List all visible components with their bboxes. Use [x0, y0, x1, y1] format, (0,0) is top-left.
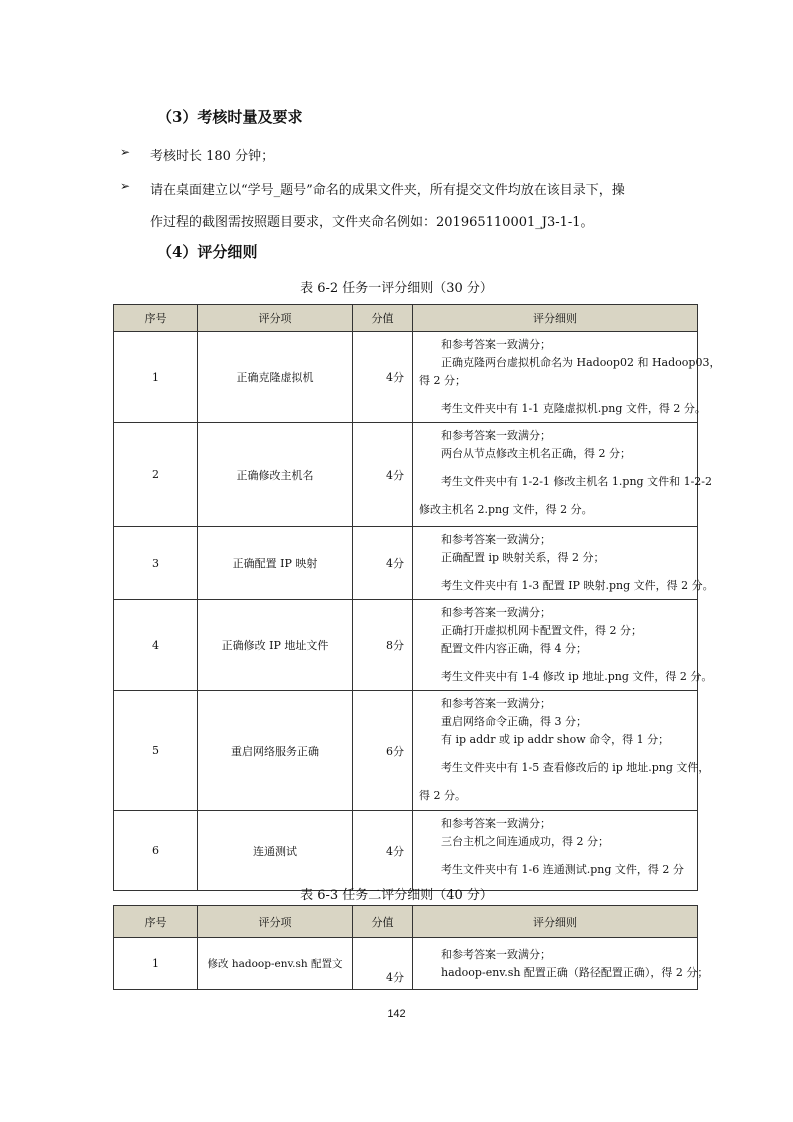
detail-line: 修改主机名 2.png 文件，得 2 分。 [419, 503, 593, 516]
table-row [114, 691, 698, 811]
section-heading-3: （3）考核时量及要求 [157, 108, 303, 126]
bullet-text: 考核时长 180 分钟； [150, 149, 275, 164]
detail-line: 考生文件夹中有 1-5 查看修改后的 ip 地址.png 文件， [441, 761, 710, 774]
scoring-detail [413, 938, 709, 990]
table-row [114, 423, 698, 527]
score-value: 4分 [353, 332, 413, 423]
header-cell: 评分细则 [413, 305, 698, 332]
row-number: 3 [114, 527, 198, 600]
detail-line: 考生文件夹中有 1-1 克隆虚拟机.png 文件，得 2 分。 [441, 402, 706, 415]
score-value: 4分 [353, 938, 413, 990]
detail-line: 和参考答案一致满分； [441, 429, 551, 442]
row-number: 5 [114, 691, 198, 811]
detail-line: 两台从节点修改主机名正确，得 2 分； [441, 447, 631, 460]
row-number: 4 [114, 600, 198, 691]
detail-line: 和参考答案一致满分； [441, 338, 551, 351]
scoring-detail [413, 527, 714, 600]
scoring-table-2 [113, 905, 709, 990]
bullet-text: 请在桌面建立以“学号_题号”命名的成果文件夹，所有提交文件均放在该目录下，操 [150, 183, 625, 198]
section-heading-4: （4）评分细则 [157, 243, 258, 261]
table-header-row [114, 906, 698, 938]
header-cell: 序号 [114, 906, 198, 938]
detail-line: 三台主机之间连通成功，得 2 分； [441, 835, 609, 848]
scoring-detail [413, 691, 710, 811]
row-number: 1 [114, 332, 198, 423]
scoring-detail [413, 332, 721, 423]
scoring-item: 正确修改 IP 地址文件 [198, 600, 353, 691]
score-value: 8分 [353, 600, 413, 691]
table-caption: 表 6-3 任务二评分细则（40 分） [300, 888, 493, 903]
header-cell: 分值 [353, 906, 413, 938]
row-number: 1 [114, 938, 198, 990]
detail-line: 考生文件夹中有 1-4 修改 ip 地址.png 文件，得 2 分。 [441, 670, 713, 683]
scoring-item: 正确配置 IP 映射 [198, 527, 353, 600]
arrow-bullet-icon: ➢ [120, 145, 131, 159]
scoring-detail [413, 811, 698, 891]
detail-line: 考生文件夹中有 1-3 配置 IP 映射.png 文件，得 2 分。 [441, 579, 714, 592]
score-value: 6分 [353, 691, 413, 811]
table-row [114, 527, 698, 600]
header-cell: 序号 [114, 305, 198, 332]
detail-line: 正确打开虚拟机网卡配置文件，得 2 分； [441, 624, 642, 637]
detail-line: 和参考答案一致满分； [441, 606, 551, 619]
table-row [114, 938, 698, 990]
detail-line: 和参考答案一致满分； [441, 697, 551, 710]
bullet-item [120, 179, 625, 198]
scoring-item: 正确修改主机名 [198, 423, 353, 527]
detail-line: hadoop-env.sh 配置正确（路径配置正确），得 2 分； [441, 966, 709, 979]
detail-line: 考生文件夹中有 1-6 连通测试.png 文件，得 2 分 [441, 863, 684, 876]
detail-line: 考生文件夹中有 1-2-1 修改主机名 1.png 文件和 1-2-2 [441, 475, 713, 488]
header-cell: 分值 [353, 305, 413, 332]
scoring-item: 正确克隆虚拟机 [198, 332, 353, 423]
scoring-detail [413, 423, 713, 527]
scoring-item: 重启网络服务正确 [198, 691, 353, 811]
detail-line: 正确克隆两台虚拟机命名为 Hadoop02 和 Hadoop03， [441, 356, 721, 369]
bullet-continuation: 作过程的截图需按照题目要求，文件夹命名例如：201965110001_J3-1-1。 [150, 215, 594, 230]
header-cell: 评分细则 [413, 906, 698, 938]
detail-line: 配置文件内容正确，得 4 分； [441, 642, 587, 655]
detail-line: 和参考答案一致满分； [441, 533, 551, 546]
table-caption: 表 6-2 任务一评分细则（30 分） [300, 281, 493, 296]
detail-line: 重启网络命令正确，得 3 分； [441, 715, 587, 728]
score-value: 4分 [353, 423, 413, 527]
scoring-item: 连通测试 [198, 811, 353, 891]
page-number: 142 [387, 1008, 406, 1020]
row-number: 6 [114, 811, 198, 891]
scoring-detail [413, 600, 713, 691]
scoring-table-1 [113, 304, 721, 891]
detail-line: 和参考答案一致满分； [441, 817, 551, 830]
table-row [114, 332, 698, 423]
score-value: 4分 [353, 811, 413, 891]
table-header-row [114, 305, 698, 332]
header-cell: 评分项 [198, 305, 353, 332]
table-row [114, 600, 698, 691]
detail-line: 有 ip addr 或 ip addr show 命令，得 1 分； [441, 733, 670, 746]
detail-line: 正确配置 ip 映射关系，得 2 分； [441, 551, 605, 564]
bullet-item [120, 145, 275, 164]
row-number: 2 [114, 423, 198, 527]
header-cell: 评分项 [198, 906, 353, 938]
detail-line: 和参考答案一致满分； [441, 948, 551, 961]
score-value: 4分 [353, 527, 413, 600]
detail-line: 得 2 分。 [419, 789, 466, 802]
arrow-bullet-icon: ➢ [120, 179, 131, 193]
detail-line: 得 2 分； [419, 374, 466, 387]
scoring-item: 修改 hadoop-env.sh 配置文 [198, 938, 353, 990]
table-row [114, 811, 698, 891]
